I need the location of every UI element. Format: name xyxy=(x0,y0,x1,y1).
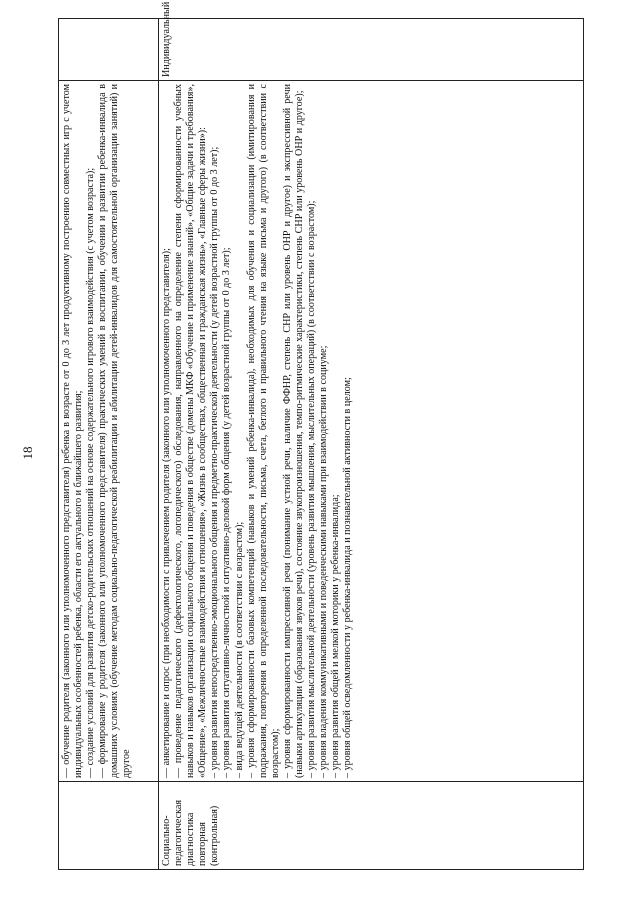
content-item: — анкетирование и опрос (при необходимости с привлечением родителя (законного или уполномоченного представителя); xyxy=(161,248,172,778)
service-name-line: (контрольная) xyxy=(209,805,221,866)
content-item: – уровня общей осведомленности у ребенка-инвалида и познавательной активности в целом; xyxy=(342,377,354,778)
service-content-cell xyxy=(159,81,584,782)
service-name-line: Социально- xyxy=(161,815,172,866)
content-item: — создание условий для развития детско-родительских отношений на основе содержательного игрового взаимодействия (с учетом возраста); xyxy=(85,167,97,778)
service-name-line: педагогическая xyxy=(173,799,185,866)
content-item: – вида ведущей деятельности (в соответствии с возрастом); xyxy=(233,521,245,778)
table-row xyxy=(59,19,159,870)
service-name-cell xyxy=(59,782,159,870)
content-item: – уровня сформированности импрессивной речи (понимание устной речи, наличие ФФНР, степень СНР или уровень ОНР и другое) и экспрессивной речи (навыки артикуляции (образования звуков речи), состояние звукопроизношения, темпо-ритмические характеристики, степень СНР или уровень ОНР и другое); xyxy=(281,84,306,778)
content-item: – уровня развития общей и мелкой моторики у ребенка-инвалида; xyxy=(330,494,342,778)
service-name-line: диагностика xyxy=(185,812,197,866)
content-item: – уровня владения коммуникативными и поведенческими навыками при взаимодействии в социуме; xyxy=(318,345,330,778)
service-form-label: Индивидуальный xyxy=(161,1,172,77)
content-item: – уровня развития ситуативно-личностной и ситуативно-деловой форм общения (у детей возрастной группы от 0 до 3 лет); xyxy=(221,247,233,778)
table-row xyxy=(159,19,584,870)
service-table xyxy=(58,1,584,870)
content-item: – уровня развития мыслительной деятельности (уровень развития мышления, мыслительных операций) (в соответствии с возрастом); xyxy=(306,200,318,778)
service-form-cell xyxy=(159,1,584,81)
content-item: – уровня сформированности базовых компетенций (навыков и умений ребенка-инвалида), необходимых для обучения и социализации (имитирования и подражания, повторения в определенной последовательности, письма, счета, беглого и правильного чтения на языке письма и другого) (в соответствии с возрастом); xyxy=(245,84,281,778)
service-name-cell xyxy=(159,782,584,870)
content-item: – уровня развития непосредственно-эмоционального общения и предметно-практической деятельности (у детей возрастной группы от 0 до 3 лет); xyxy=(209,146,221,778)
service-name-line: повторная xyxy=(197,822,209,866)
content-item: — обучение родителя (законного или уполномоченного представителя) ребенка в возрасте от 0 до 3 лет продуктивному построению совместных игр с учетом индивидуальных особенностей ребенка, области его актуального и ближайшего развития; xyxy=(61,84,85,778)
content-item: — формирование у родителя (законного или уполномоченного представителя) практических умений в воспитании, обучении и развитии ребенка-инвалида в домашних условиях (обучение методам социально-педагогической реабилитации и абилитации детей-инвалидов для самостоятельной организации занятий) и другое xyxy=(97,84,133,778)
content-item: — проведение педагогического (дефектологического, логопедического) обследования, направленного на определение степени сформированности учебных навыков и навыков организации социального общения и поведения в обществе (домены МКФ «Обучение и применение знаний», «Общие задачи и требования», «Общение», «Межличностные взаимодействия и отношения», «Жизнь в сообществах, общественная и гражданская жизнь», «Главные сферы жизни»): xyxy=(173,84,209,778)
service-content-cell xyxy=(59,81,159,782)
service-form-cell xyxy=(59,19,159,81)
page-number: 18 xyxy=(20,446,35,460)
